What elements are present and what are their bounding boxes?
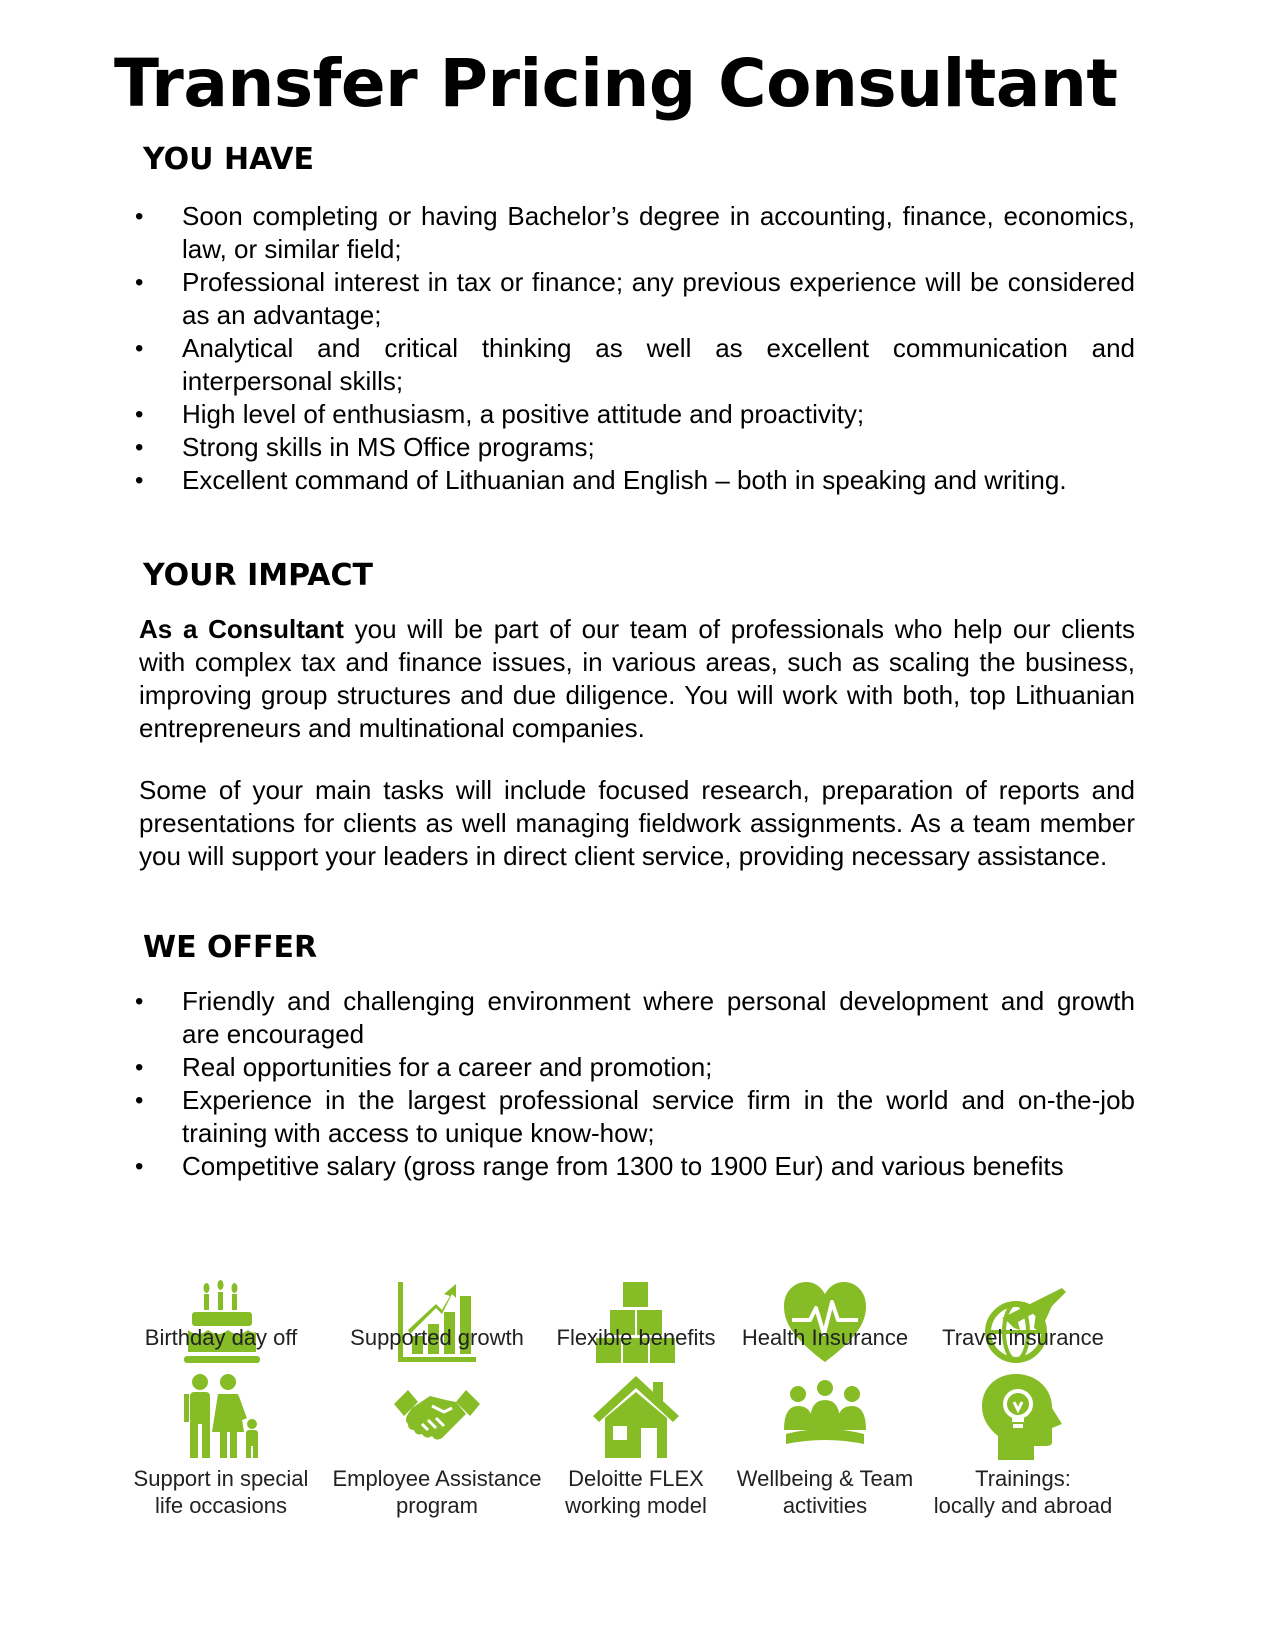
section-heading-you-have: YOU HAVE (143, 142, 314, 177)
benefit-travel-insurance (918, 1278, 1128, 1368)
benefit-special-occasions (116, 1372, 326, 1462)
bullet: • (135, 335, 144, 362)
list-item: • Experience in the largest professional service firm in the world and on-the-job training with access to unique know-how; (135, 1085, 1135, 1148)
house-icon (591, 1372, 681, 1462)
benefit-label-birthday: Birthday day off (144, 1325, 298, 1350)
bullet: • (135, 203, 144, 230)
team-icon (780, 1372, 870, 1462)
benefit-label-wellbeing: Wellbeing & Team activities (736, 1466, 914, 1518)
list-item: • Analytical and critical thinking as well as excellent communication and interpersonal skills; (135, 333, 1135, 396)
growth-chart-icon (392, 1278, 482, 1368)
benefit-flex-working-model (531, 1372, 741, 1462)
benefit-label-trainings: Trainings: locally and abroad (933, 1466, 1113, 1518)
we-offer-list (135, 985, 1135, 1183)
benefit-label-flexible: Flexible benefits (556, 1325, 716, 1350)
bullet: • (135, 467, 144, 494)
you-have-list (135, 200, 1135, 497)
list-item: • Real opportunities for a career and promotion; (135, 1052, 713, 1082)
bullet: • (135, 434, 144, 461)
section-heading-we-offer: WE OFFER (143, 930, 318, 965)
list-item: • Competitive salary (gross range from 1300 to 1900 Eur) and various benefits (135, 1151, 1064, 1181)
benefit-health-insurance (720, 1278, 930, 1368)
benefit-label-travel: Travel insurance (942, 1325, 1104, 1350)
page-title: Transfer Pricing Consultant (114, 45, 1118, 122)
benefit-label-flex: Deloitte FLEX working model (565, 1466, 707, 1518)
benefit-employee-assistance (332, 1372, 542, 1462)
benefit-wellbeing-team (720, 1372, 930, 1462)
list-item: • Soon completing or having Bachelor’s degree in accounting, finance, economics, law, or similar field; (135, 201, 1135, 264)
section-heading-your-impact: YOUR IMPACT (143, 558, 374, 593)
bullet: • (135, 1054, 144, 1081)
benefit-flexible-benefits (531, 1278, 741, 1368)
heart-pulse-icon (780, 1278, 870, 1368)
benefit-birthday-day-off (116, 1278, 326, 1368)
list-item: • Friendly and challenging environment where personal development and growth are encouraged (135, 986, 1135, 1049)
list-item: • High level of enthusiasm, a positive attitude and proactivity; (135, 399, 865, 429)
benefit-label-assistance: Employee Assistance program (332, 1466, 542, 1518)
handshake-icon (392, 1372, 482, 1462)
list-item: • Excellent command of Lithuanian and English – both in speaking and writing. (135, 465, 1067, 495)
benefit-supported-growth (332, 1278, 542, 1368)
benefit-label-special: Support in special life occasions (133, 1466, 309, 1518)
globe-plane-icon (978, 1278, 1068, 1368)
list-item: • Professional interest in tax or finance; any previous experience will be considered as an advantage; (135, 267, 1135, 330)
stacked-boxes-icon (591, 1278, 681, 1368)
impact-paragraph-1: As a Consultant you will be part of our team of professionals who help our clients with complex tax and finance issues, in various areas, such as scaling the business, improving group structures and due diligence. You will work with both, top Lithuanian entrepreneurs and multinational companies. (139, 614, 1135, 743)
benefit-label-growth: Supported growth (350, 1325, 524, 1350)
impact-paragraph-2: Some of your main tasks will include focused research, preparation of reports and presentations for clients as well managing fieldwork assignments. As a team member you will support your leaders in direct client service, providing necessary assistance. (139, 775, 1135, 871)
benefit-trainings (918, 1372, 1128, 1462)
list-item: • Strong skills in MS Office programs; (135, 432, 595, 462)
bullet: • (135, 269, 144, 296)
benefit-label-health: Health Insurance (741, 1325, 909, 1350)
bullet: • (135, 1153, 144, 1180)
bullet: • (135, 1087, 144, 1114)
head-lightbulb-icon (978, 1372, 1068, 1462)
bullet: • (135, 988, 144, 1015)
birthday-cake-icon (176, 1278, 266, 1368)
family-icon (176, 1372, 266, 1462)
bullet: • (135, 401, 144, 428)
